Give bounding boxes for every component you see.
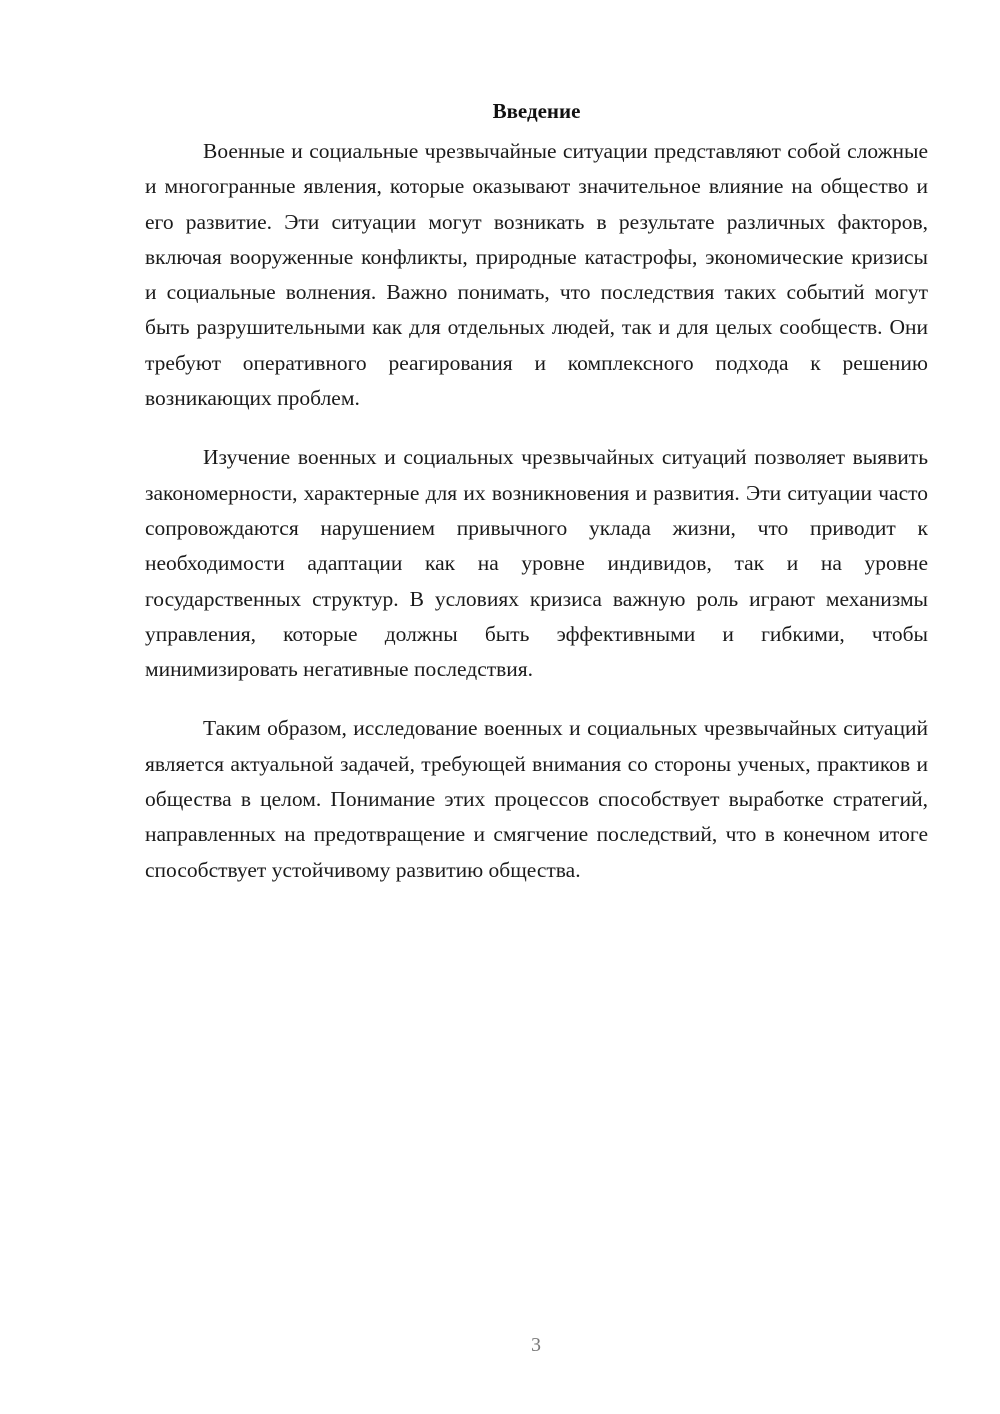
section-heading: Введение <box>492 99 581 123</box>
paragraph-3: Таким образом, исследование военных и социальных чрезвычайных ситуаций является актуальной задачей, требующей внимания со стороны ученых, практиков и общества в целом. Понимание этих процессов способствует выработке стратегий, направленных на предотвращение и смягчение последствий, что в конечном итоге способствует устойчивому развитию общества. <box>145 716 928 882</box>
paragraph-1: Военные и социальные чрезвычайные ситуации представляют собой сложные и многогранные явления, которые оказывают значительное влияние на общество и его развитие. Эти ситуации могут возникать в результате различных факторов, включая вооруженные конфликты, природные катастрофы, экономические кризисы и социальные волнения. Важно понимать, что последствия таких событий могут быть разрушительными как для отдельных людей, так и для целых сообществ. Они требуют оперативного реагирования и комплексного подхода к решению возникающих проблем. <box>145 139 928 411</box>
page-number: 3 <box>531 1334 541 1356</box>
page-content <box>145 94 928 912</box>
paragraph-2: Изучение военных и социальных чрезвычайных ситуаций позволяет выявить закономерности, характерные для их возникновения и развития. Эти ситуации часто сопровождаются нарушением привычного уклада жизни, что приводит к необходимости адаптации как на уровне индивидов, так и на уровне государственных структур. В условиях кризиса важную роль играют механизмы управления, которые должны быть эффективными и гибкими, чтобы минимизировать негативные последствия. <box>145 445 928 682</box>
